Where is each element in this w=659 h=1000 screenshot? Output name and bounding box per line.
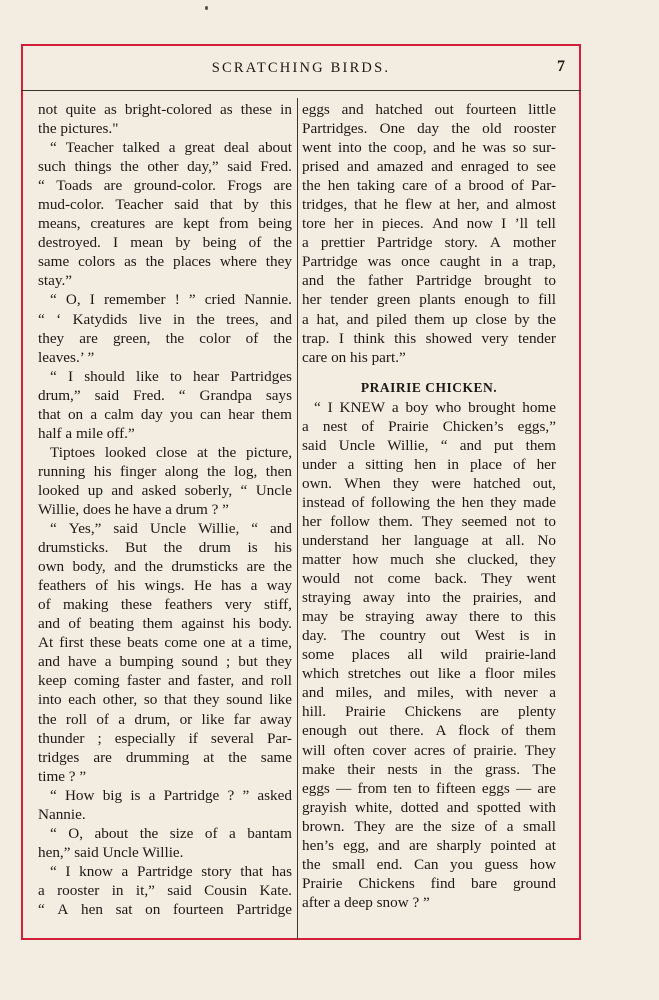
text-line: a rooster in it,” said Cousin Kate.	[38, 881, 292, 899]
text-line: “ I should like to hear Partridges	[50, 367, 292, 385]
text-line: prised and amazed and enraged to see	[302, 158, 556, 176]
left-column	[38, 100, 292, 919]
text-line: stay.”	[38, 272, 73, 290]
text-line: trap. I think this showed very tender	[302, 329, 556, 347]
text-line: the small end. Can you guess how	[302, 855, 556, 873]
text-line: the roll of a drum, or like far away	[38, 710, 292, 728]
page-header	[23, 60, 579, 82]
text-line: her tender green plants enough to fill	[302, 291, 556, 309]
text-line: “ A hen sat on fourteen Partridge	[38, 900, 292, 918]
text-line: such things the other day,” said Fred.	[38, 158, 292, 176]
text-line: own. When they were hatched out,	[302, 474, 556, 492]
text-line: into each other, so that they sound like	[38, 691, 292, 709]
running-head: SCRATCHING BIRDS.	[211, 60, 391, 76]
text-line: under a sitting hen in place of her	[302, 455, 556, 473]
text-line: day. The country out West is in	[302, 627, 556, 645]
text-line: half a mile off.”	[38, 424, 135, 442]
text-line: may be straying away there to this	[302, 608, 556, 626]
text-line: destroyed. I mean by being of the	[38, 234, 292, 252]
text-line: keep coming faster and faster, and roll	[38, 672, 292, 690]
paper-speck	[205, 6, 208, 10]
text-line: and of beating them against his body.	[38, 615, 292, 633]
text-line: enough out there. A flock of them	[302, 722, 556, 740]
text-line: thunder ; especially if several Par-	[38, 729, 292, 747]
text-line: hen’s egg, and are sharply pointed at	[302, 836, 556, 854]
text-line: make their nests in the grass. The	[302, 760, 556, 778]
text-line: Tiptoes looked close at the picture,	[50, 443, 292, 461]
text-line: not quite as bright-colored as these in	[38, 101, 292, 118]
text-line: “ Teacher talked a great deal about	[50, 139, 292, 157]
text-line: mud-color. Teacher said that by this	[38, 196, 292, 214]
text-line: they are green, the color of the	[38, 329, 292, 347]
text-line: and the father Partridge brought to	[302, 272, 556, 290]
text-line: after a deep snow ? ”	[302, 893, 430, 911]
text-line: drumsticks. But the drum is his	[38, 539, 292, 557]
text-line: tridges, that he flew at her, and almost	[302, 196, 556, 214]
text-line: some places all wild prairie-land	[302, 646, 556, 664]
text-line: and miles, and miles, with never a	[302, 684, 556, 702]
text-line: leaves.’ ”	[38, 348, 95, 366]
text-line: the hen taking care of a brood of Par-	[302, 177, 556, 195]
text-line: “ Yes,” said Uncle Willie, “ and	[50, 520, 292, 538]
text-line: the pictures."	[38, 120, 119, 138]
right-column-top	[302, 100, 556, 367]
text-line: Partridge was once caught in a trap,	[302, 253, 556, 271]
text-line: tridges are drumming at the same	[38, 748, 292, 766]
text-line: said Uncle Willie, “ and put them	[302, 436, 556, 454]
text-line: and have a bumping sound ; but they	[38, 653, 292, 671]
text-line: her follow them. They seemed not to	[302, 512, 556, 530]
text-line: “ ‘ Katydids live in the trees, and	[38, 310, 292, 328]
text-line: looked up and asked soberly, “ Uncle	[38, 481, 292, 499]
text-line: “ Toads are ground-color. Frogs are	[38, 177, 292, 195]
text-line: straying away into the prairies, and	[302, 589, 556, 607]
text-line: understand her language at all. No	[302, 531, 556, 549]
text-line: “ I know a Partridge story that has	[50, 862, 292, 880]
page-number: 7	[557, 58, 565, 75]
text-line: will often cover acres of prairie. They	[302, 741, 556, 759]
text-line: “ O, I remember ! ” cried Nannie.	[50, 291, 292, 309]
text-line: Nannie.	[38, 805, 86, 823]
text-line: a prettier Partridge story. A mother	[302, 234, 556, 252]
column-divider	[297, 98, 298, 940]
text-line: At first these beats come one at a time,	[38, 634, 292, 652]
text-line: own body, and the drumsticks are the	[38, 558, 292, 576]
text-line: “ How big is a Partridge ? ” asked	[50, 786, 292, 804]
text-line: means, creatures are kept from being	[38, 215, 292, 233]
text-line: drum,” said Fred. “ Grandpa says	[38, 386, 292, 404]
text-line: running his finger along the log, then	[38, 462, 292, 480]
text-line: feathers of his wings. He has a way	[38, 577, 292, 595]
text-line: of making these feathers very stiff,	[38, 596, 292, 614]
text-line: matter how much she clucked, they	[302, 551, 556, 569]
text-line: went into the coop, and he was so sur-	[302, 139, 556, 157]
text-line: grayish white, dotted and spotted with	[302, 798, 556, 816]
text-line: eggs — from ten to fifteen eggs — are	[302, 779, 556, 797]
text-line: same colors as the places where they	[38, 253, 292, 271]
text-line: hill. Prairie Chickens are plenty	[302, 703, 556, 721]
text-line: which stretches out like a floor miles	[302, 665, 556, 683]
text-line: tore her in pieces. And now I ’ll tell	[302, 215, 556, 233]
text-line: “ O, about the size of a bantam	[50, 824, 292, 842]
text-line: a hat, and piled them up close by the	[302, 310, 556, 328]
text-line: that on a calm day you can hear them	[38, 405, 292, 423]
section-heading: PRAIRIE CHICKEN.	[360, 379, 498, 395]
text-line: eggs and hatched out fourteen little	[302, 101, 556, 118]
text-line: care on his part.”	[302, 348, 406, 366]
text-line: instead of following the hen they made	[302, 493, 556, 511]
text-line: a nest of Prairie Chicken’s eggs,”	[302, 417, 556, 435]
text-line: Prairie Chickens find bare ground	[302, 874, 556, 892]
right-column	[302, 100, 556, 912]
text-line: time ? ”	[38, 767, 87, 785]
text-line: brown. They are the size of a small	[302, 817, 556, 835]
text-line: “ I KNEW a boy who brought home	[314, 398, 556, 416]
header-rule	[21, 90, 581, 91]
right-column-bottom	[302, 398, 556, 912]
text-line: Partridges. One day the old rooster	[302, 120, 556, 138]
text-line: Willie, does he have a drum ? ”	[38, 500, 229, 518]
text-line: hen,” said Uncle Willie.	[38, 843, 184, 861]
text-line: would not come back. They went	[302, 570, 556, 588]
